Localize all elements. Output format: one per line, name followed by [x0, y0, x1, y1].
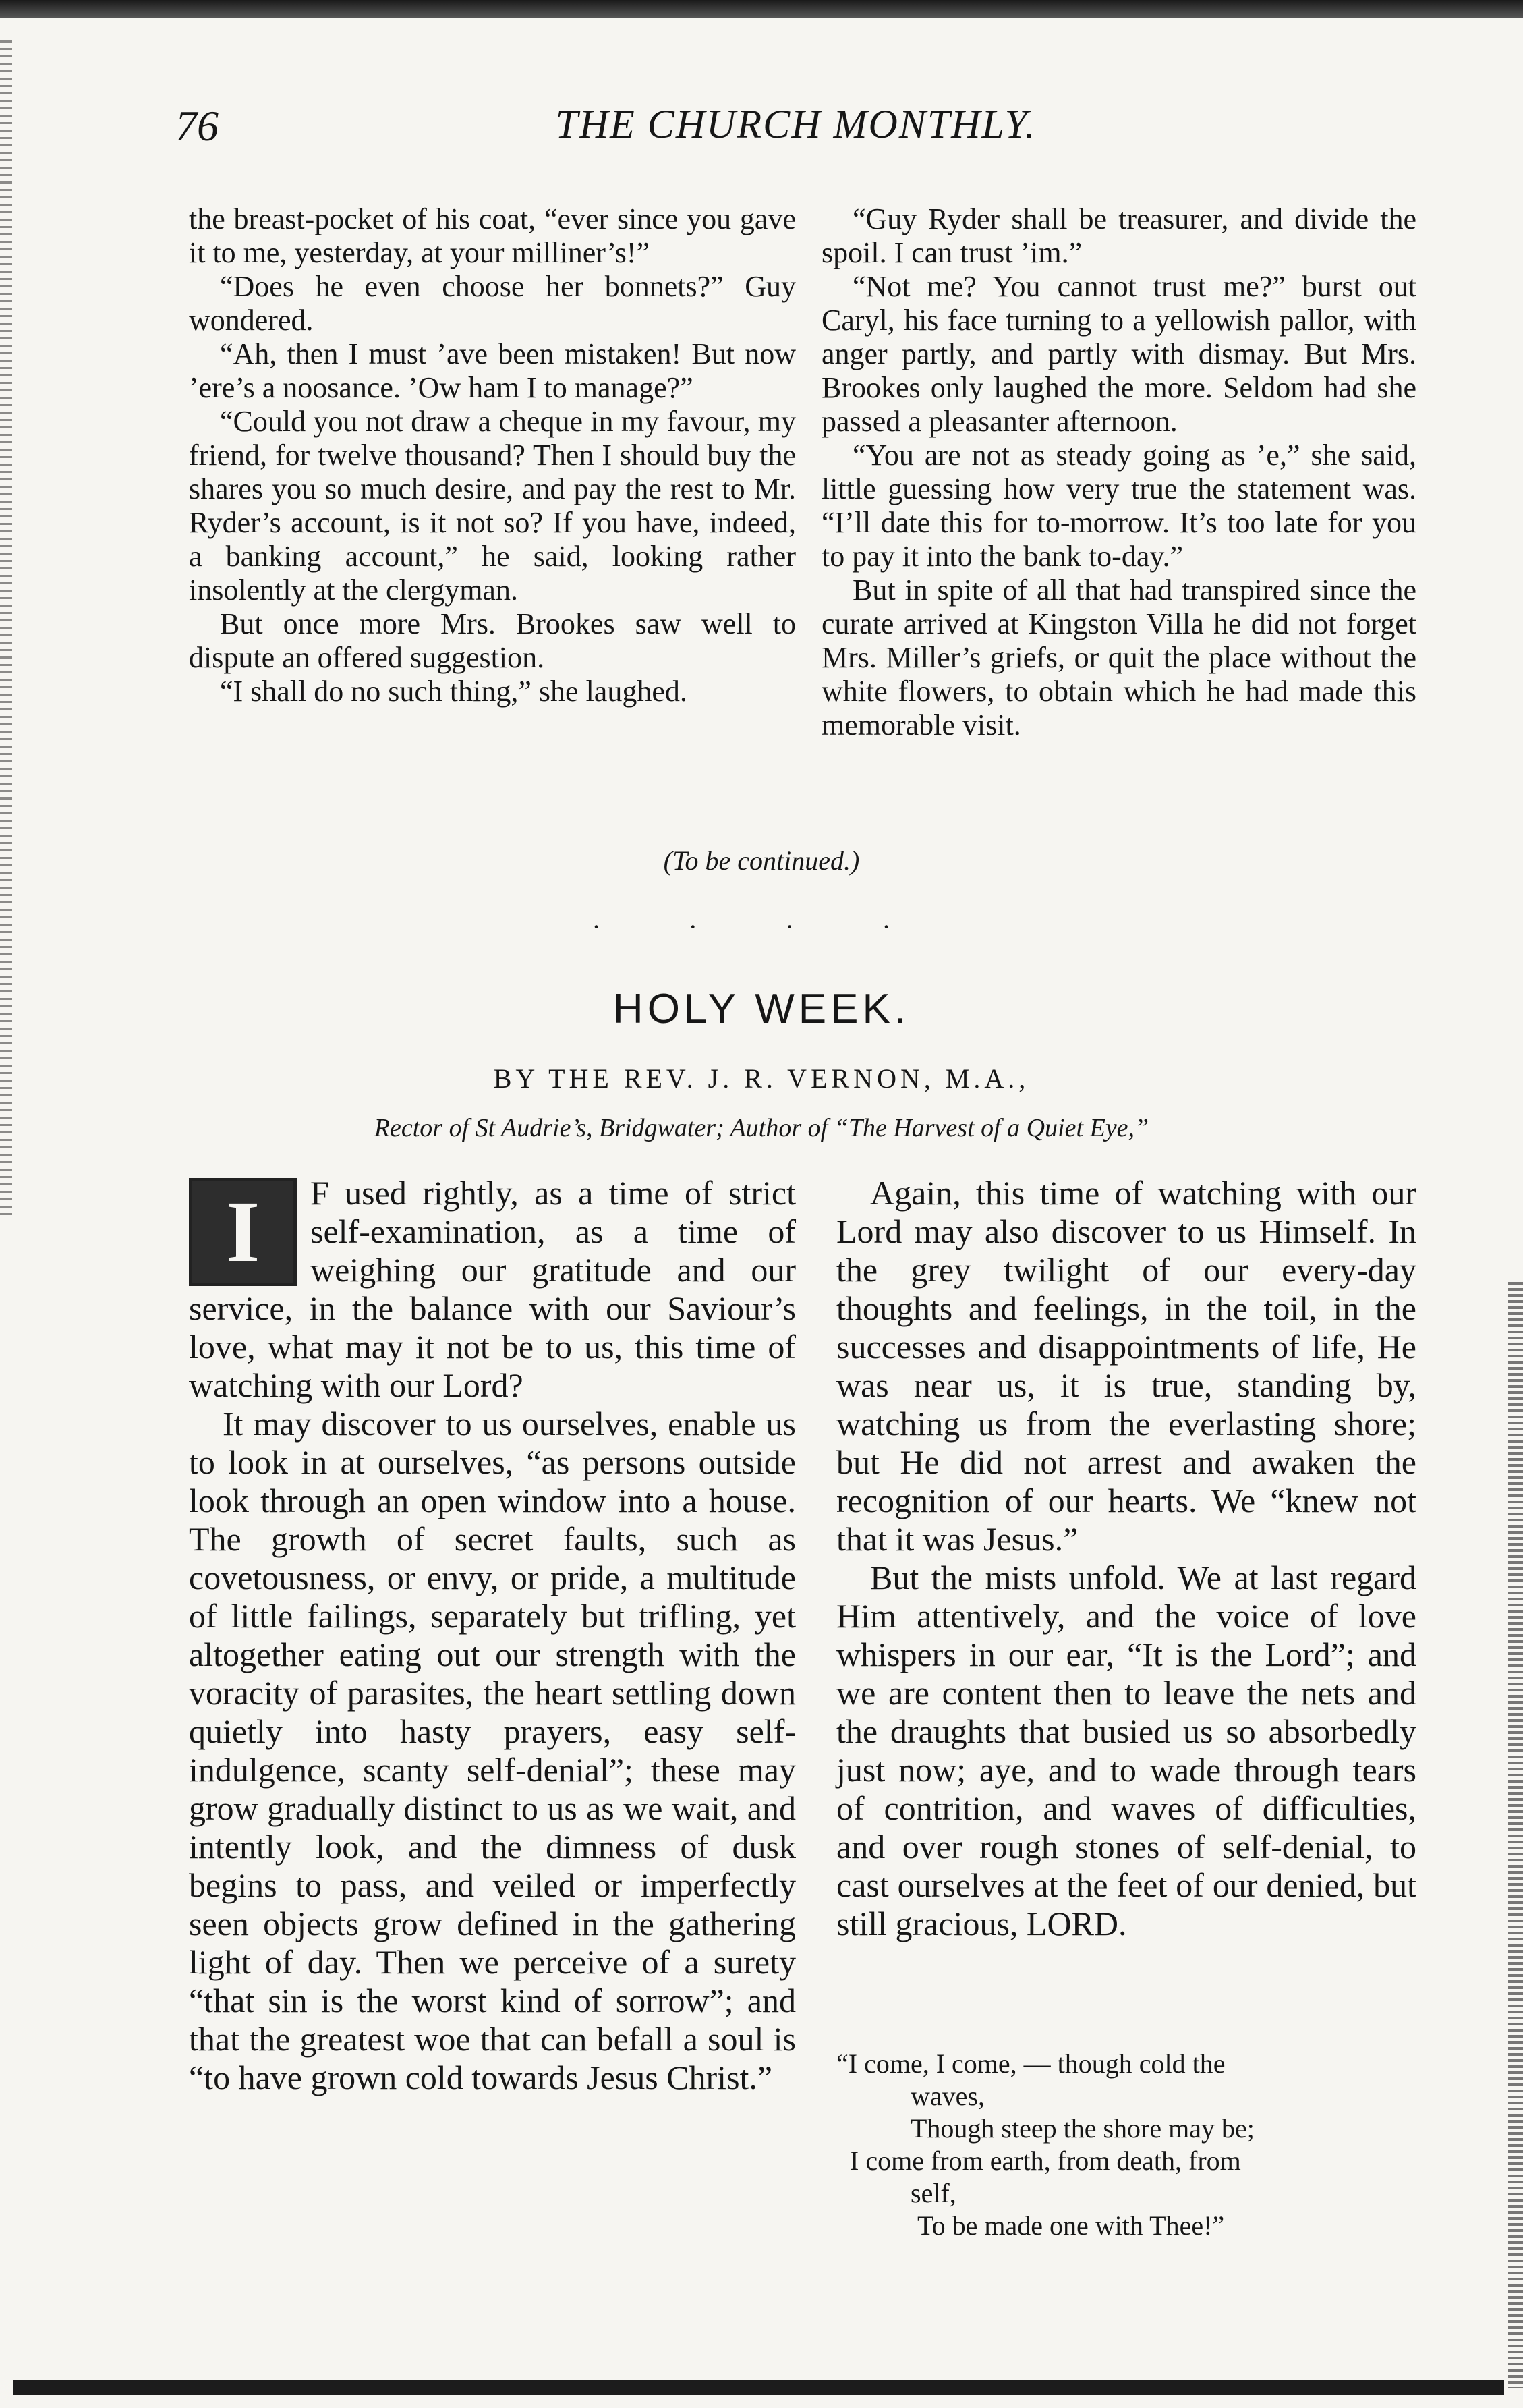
page-number: 76 [175, 102, 219, 150]
story-column-left [189, 202, 796, 708]
article-column-right [836, 1174, 1416, 1943]
paragraph: “You are not as steady going as ’e,” she said, little guessing how very true the statement was. “I’ll date this for to-morrow. It’s too late for you to pay it into the bank to-day.” [822, 439, 1416, 573]
paragraph: “Guy Ryder shall be treasurer, and divide the spoil. I can trust ’im.” [822, 202, 1416, 269]
poem-line: “I come, I come, — though cold the [836, 2048, 1226, 2079]
running-head [175, 101, 1416, 162]
journal-title: THE CHURCH MONTHLY. [555, 102, 1037, 146]
paragraph: It may discover to us ourselves, enable us to look in at ourselves, “as persons outside look through an open window into a house. The growth of secret faults, such as covetousness, or envy, or pride, a multitude of little failings, separately but trifling, yet altogether eating out our strength with the voracity of parasites, the heart settling down quietly into hasty prayers, easy self-indulgence, scanty self-denial”; these may grow gradually distinct to us as we wait, and intently look, and the dimness of dusk begins to pass, and veiled or imperfectly seen objects grow defined in the gathering light of day. Then we perceive of a surety “that sin is the worst kind of sorrow”; and that the greatest woe that can befall a soul is “to have grown cold towards Jesus Christ.” [189, 1405, 796, 2096]
paragraph: “Not me? You cannot trust me?” burst out Caryl, his face turning to a yellowish pallor, with anger partly, and partly with dismay. But Mrs. Brookes only laughed the more. Seldom had she passed a pleasanter afternoon. [822, 270, 1416, 438]
scan-right-edge-marks [1508, 1282, 1523, 2388]
poem-stanza [836, 2048, 1416, 2242]
scan-left-edge-marks [0, 40, 12, 1221]
section-divider: · · · · [592, 912, 931, 942]
poem-line: I come from earth, from death, from [850, 2146, 1241, 2176]
paragraph: “Ah, then I must ’ave been mistaken! But now ’ere’s a noosance. ’Ow ham I to manage?” [189, 337, 796, 404]
paragraph: Again, this time of watching with our Lord may also discover to us Himself. In the grey twilight of our every-day thoughts and feelings, in the toil, in the successes and disappointments of life, He was near us, it is true, standing by, watching us from the everlasting shore; but He did not arrest and awaken the recognition of our hearts. We “knew not that it was Jesus.” [836, 1174, 1416, 1558]
scan-top-edge [0, 0, 1523, 18]
drop-cap: I [189, 1178, 297, 1286]
poem-line: waves, [911, 2081, 985, 2111]
paragraph: But in spite of all that had transpired since the curate arrived at Kingston Villa he did not forget Mrs. Miller’s griefs, or quit the place without the white flowers, to obtain which he had made this memorable visit. [822, 573, 1416, 741]
poem-line: self, [911, 2178, 956, 2208]
poem-line: To be made one with Thee!” [917, 2210, 1225, 2241]
to-be-continued: (To be continued.) [663, 845, 860, 876]
paragraph: “Could you not draw a cheque in my favour, my friend, for twelve thousand? Then I should buy the shares you so much desire, and pay the rest to Mr. Ryder’s account, is it not so? If you have, indeed, a banking account,” he said, looking rather insolently at the clergyman. [189, 405, 796, 607]
paragraph: But once more Mrs. Brookes saw well to dispute an offered suggestion. [189, 607, 796, 674]
scan-bottom-edge [13, 2380, 1504, 2395]
paragraph: But the mists unfold. We at last regard Him attentively, and the voice of love whispers in our ear, “It is the Lord”; and we are content then to leave the nets and the draughts that busied us so absorbedly just now; aye, and to wade through tears of contrition, and waves of difficulties, and over rough stones of self-denial, to cast ourselves at the feet of our denied, but still gracious, LORD. [836, 1559, 1416, 1942]
poem-line: Though steep the shore may be; [911, 2113, 1255, 2144]
paragraph: “Does he even choose her bonnets?” Guy wondered. [189, 270, 796, 337]
paragraph-text: F used rightly, as a time of strict self-examination, as a time of weighing our gratitude and our service, in the balance with our Saviour’s love, what may it not be to us, this time of watching with our Lord? [189, 1174, 796, 1404]
author-note: Rector of St Audrie’s, Bridgwater; Author of “The Harvest of a Quiet Eye,” [374, 1114, 1149, 1142]
paragraph [189, 1174, 796, 1405]
paragraph: “I shall do no such thing,” she laughed. [220, 675, 687, 708]
article-title: HOLY WEEK. [612, 986, 911, 1032]
story-column-right [822, 202, 1416, 742]
article-column-left [189, 1174, 796, 2097]
byline: BY THE REV. J. R. VERNON, M.A., [493, 1063, 1030, 1094]
paragraph: the breast-pocket of his coat, “ever since you gave it to me, yesterday, at your milliner’s!” [189, 202, 796, 269]
